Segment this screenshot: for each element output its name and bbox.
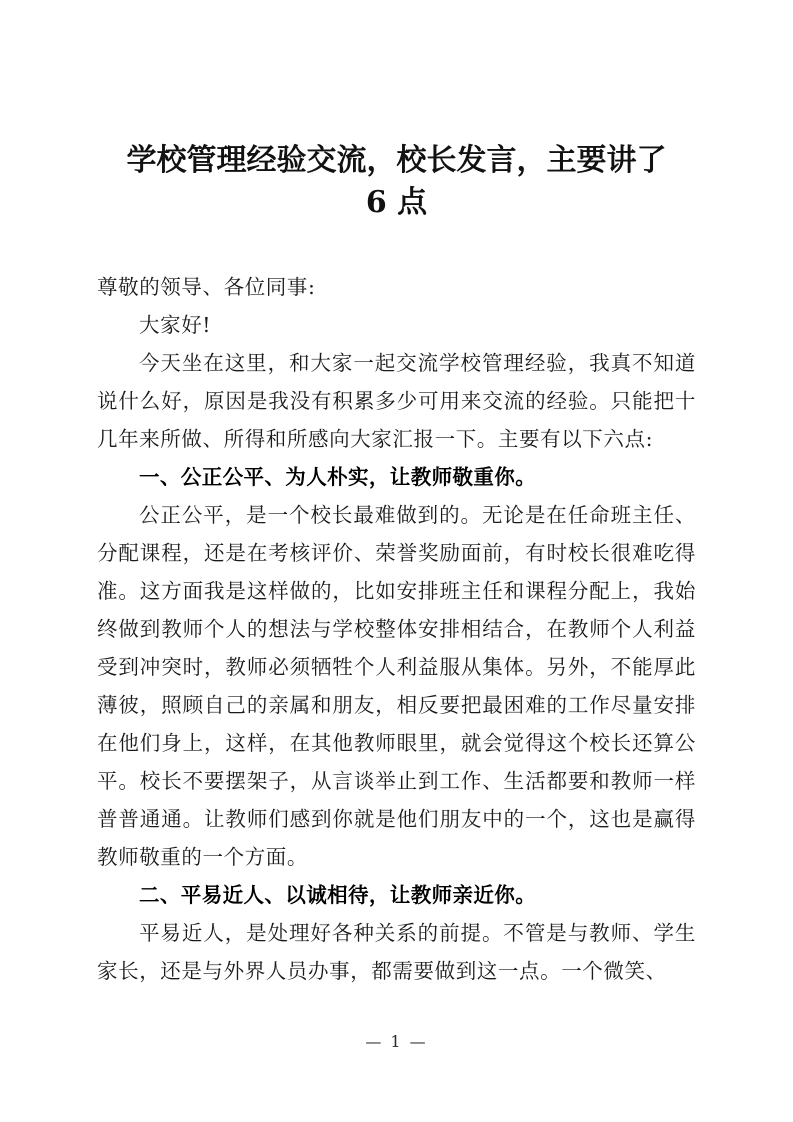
page-title-line-1: 学校管理经验交流，校长发言，主要讲了 [126, 143, 667, 178]
page-content [97, 140, 696, 990]
page-title [97, 140, 696, 224]
greeting-line: 大家好! [139, 313, 212, 337]
page-title-line-2: 6 点 [365, 185, 428, 220]
document-body [97, 268, 696, 990]
section-heading-2: 二、平易近人、以诚相待，让教师亲近你。 [139, 883, 537, 907]
section-body-1: 公正公平，是一个校长最难做到的。无论是在任命班主任、分配课程，还是在考核评价、荣誉奖励面前，有时校长很难吃得准。这方面我是这样做的，比如安排班主任和课程分配上，我始终做到教师个人的想法与学校整体安排相结合，在教师个人利益受到冲突时，教师必须牺牲个人利益服从集体。另外，不能厚此薄彼，照顾自己的亲属和朋友，相反要把最困难的工作尽量安排在他们身上，这样，在其他教师眼里，就会觉得这个校长还算公平。校长不要摆架子，从言谈举止到工作、生活都要和教师一样普普通通。让教师们感到你就是他们朋友中的一个，这也是赢得教师敬重的一个方面。 [97, 503, 696, 869]
salutation-line: 尊敬的领导、各位同事: [97, 275, 316, 299]
section-heading-1: 一、公正公平、为人朴实，让教师敬重你。 [139, 465, 537, 489]
section-body-2: 平易近人，是处理好各种关系的前提。不管是与教师、学生家长，还是与外界人员办事，都需要做到这一点。一个微笑、 [97, 921, 696, 983]
page-number-footer: — 1 — [365, 1032, 428, 1051]
intro-paragraph: 今天坐在这里，和大家一起交流学校管理经验，我真不知道说什么好，原因是我没有积累多少可用来交流的经验。只能把十几年来所做、所得和所感向大家汇报一下。主要有以下六点: [97, 351, 696, 451]
